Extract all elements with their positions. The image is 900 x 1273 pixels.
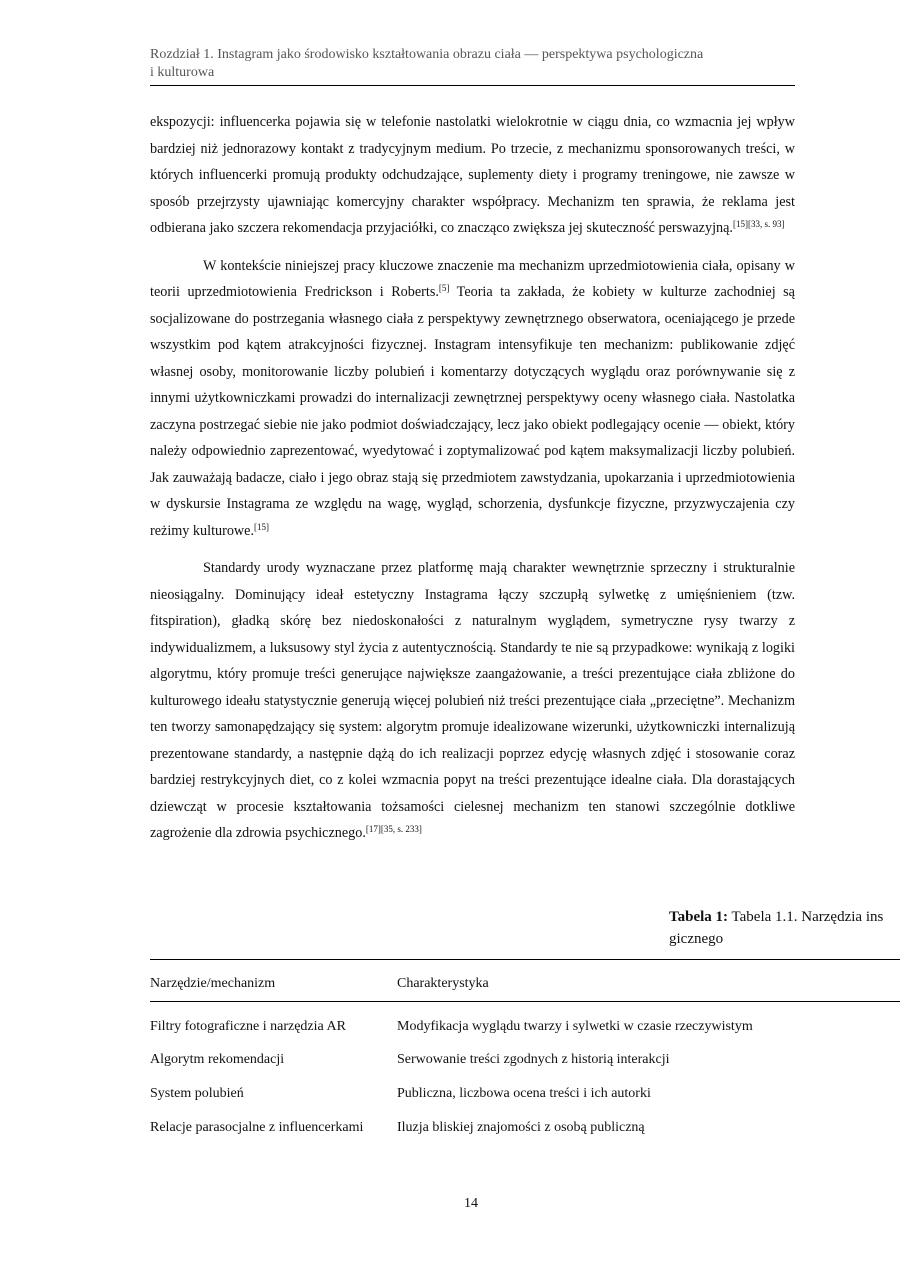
citation: [5] xyxy=(438,283,450,294)
table-row-1-description: Modyfikacja wyglądu twarzy i sylwetki w czasie rzeczywistym xyxy=(397,1019,753,1034)
running-head xyxy=(150,46,795,82)
citation: [15] xyxy=(254,521,270,532)
table-caption xyxy=(669,906,900,950)
table-top-rule xyxy=(150,959,900,960)
paragraph-1-text: ekspozycji: influencerka pojawia się w telefonie nastolatki wielokrotnie w ciągu dnia, co wzmacnia jej wpływ bardziej niż jednorazowy kontakt z tradycyjnym medium. Po trzecie, z mechanizmu sponsorowanych treści, w których influencerki promują produkty odchudzające, suplementy diety i programy treningowe, nie zawsze w sposób przejrzysty ujawniając komercyjny charakter współpracy. Mechanizm ten sprawia, że reklama jest odbierana jako szczera rekomendacja przyjaciółki, co znacząco zwiększa jej skuteczność perswazyjną. xyxy=(150,114,795,236)
table-row-1-tool: Filtry fotograficzne i narzędzia AR xyxy=(150,1019,346,1034)
table-row-4-description: Iluzja bliskiej znajomości z osobą publiczną xyxy=(397,1120,645,1135)
paragraph-2 xyxy=(150,253,795,545)
table-header-description: Charakterystyka xyxy=(397,976,489,991)
table-header-tool: Narzędzie/mechanizm xyxy=(150,976,276,991)
table-caption-text: Tabela 1.1. Narzędzia ins xyxy=(728,909,884,925)
table-row-3-tool: System polubień xyxy=(150,1086,244,1101)
running-head-line-1: Rozdział 1. Instagram jako środowisko kształtowania obrazu ciała — perspektywa psychologiczna xyxy=(150,47,704,62)
table-row-3-description: Publiczna, liczbowa ocena treści i ich autorki xyxy=(397,1086,651,1101)
paragraph-2-text-b: Teoria ta zakłada, że kobiety w kulturze zachodniej są socjalizowane do postrzegania własnego ciała z perspektywy zewnętrznego obserwatora, oceniającego je przede wszystkim pod kątem atrakcyjności fizycznej. Instagram intensyfikuje ten mechanizm: publikowanie zdjęć własnej osoby, monitorowanie liczby polubień i komentarzy dotyczących wyglądu oraz porównywanie się z innymi użytkowniczkami prowadzi do internalizacji zewnętrznej perspektywy oceny własnego ciała. Nastolatka zaczyna postrzegać siebie nie jako podmiot doświadczający, lecz jako obiekt podlegający ocenie — obiekt, który należy odpowiednio zaprezentować, wyedytować i zoptymalizować pod kątem maksymalizacji liczby polubień. Jak zauważają badacze, ciało i jego obraz stają się przedmiotem zawstydzania, upokarzania i uprzedmiotowienia w dyskursie Instagrama ze względu na wagę, wygląd, schorzenia, dysfunkcje fizyczne, przyzwyczajenia czy reżimy kulturowe. xyxy=(150,284,795,539)
table-caption-label: Tabela 1: xyxy=(669,909,729,925)
running-head-line-2: i kulturowa xyxy=(150,65,215,80)
page-number: 14 xyxy=(464,1196,478,1211)
paragraph-3 xyxy=(150,555,795,847)
body-text xyxy=(150,109,795,858)
table-row-2-tool: Algorytm rekomendacji xyxy=(150,1052,285,1067)
citation: [15][33, s. 93] xyxy=(732,219,785,230)
table-header-rule xyxy=(150,1001,900,1002)
header-rule xyxy=(150,85,795,86)
table-caption-continuation: gicznego xyxy=(669,931,724,947)
paragraph-2-text-a: W kontekście niniejszej pracy kluczowe znaczenie ma mechanizm uprzedmiotowienia ciała, opisany w teorii uprzedmiotowienia Fredrickson i Roberts. xyxy=(150,257,795,300)
citation: [17][35, s. 233] xyxy=(365,824,422,835)
table-row-2-description: Serwowanie treści zgodnych z historią interakcji xyxy=(397,1052,670,1067)
table-row-4-tool: Relacje parasocjalne z influencerkami xyxy=(150,1120,364,1135)
paragraph-3-text: Standardy urody wyznaczane przez platformę mają charakter wewnętrznie sprzeczny i strukturalnie nieosiągalny. Dominujący ideał estetyczny Instagrama łączy szczupłą sylwetkę z umięśnieniem (tzw. fitspiration), gładką skórę bez niedoskonałości z naturalnym wyglądem, symetryczne rysy twarzy z indywidualizmem, a luksusowy styl życia z autentycznością. Standardy te nie są przypadkowe: wynikają z logiki algorytmu, który promuje treści generujące największe zaangażowanie, a treści prezentujące ciała zbliżone do kulturowego ideału statystycznie generują więcej polubień niż treści prezentujące ciała „przeciętne”. Mechanizm ten tworzy samonapędzający się system: algorytm promuje idealizowane wizerunki, użytkowniczki internalizują prezentowane standardy, a następnie dążą do ich realizacji poprzez edycję własnych zdjęć i stosowanie coraz bardziej restrykcyjnych diet, co z kolei wzmacnia popyt na treści prezentujące idealne ciała. Dla dorastających dziewcząt w procesie kształtowania tożsamości cielesnej mechanizm ten stanowi szczególnie dotkliwe zagrożenie dla zdrowia psychicznego. xyxy=(150,560,795,841)
paragraph-1 xyxy=(150,109,795,242)
